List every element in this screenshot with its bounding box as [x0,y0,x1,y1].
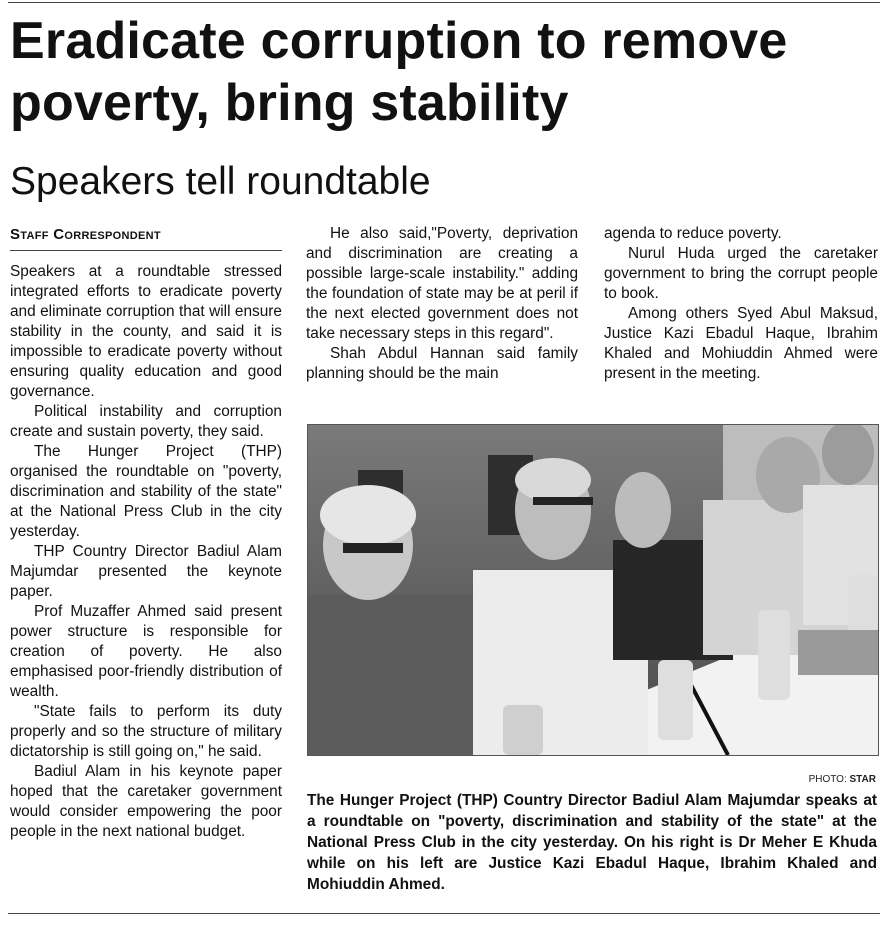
photo-illustration [308,425,878,755]
paragraph: Shah Abdul Hannan said family planning should be the main [306,345,578,382]
paragraph: The Hunger Project (THP) organised the roundtable on "poverty, discrimination and stability of the state" at the National Press Club in the city yesterday. [10,443,282,540]
paragraph: agenda to reduce poverty. [604,225,782,242]
photo-credit-source: STAR [849,774,876,785]
paragraph: "State fails to perform its duty properly and so the structure of military dictatorship is still going on," he said. [10,703,282,760]
photo-caption: The Hunger Project (THP) Country Director Badiul Alam Majumdar speaks at a roundtable on "poverty, discrimination and stability of the state" at the National Press Club in the city yesterday. On his right is Dr Meher E Khuda while on his left are Justice Kazi Ebadul Haque, Ibrahim Khaled and Mohiuddin Ahmed. [307,792,877,893]
paragraph: THP Country Director Badiul Alam Majumdar presented the keynote paper. [10,543,282,600]
article-column-3 [604,224,878,384]
paragraph: Badiul Alam in his keynote paper hoped that the caretaker government would consider empowering the poor people in the next national budget. [10,763,282,840]
paragraph: Prof Muzaffer Ahmed said present power structure is responsible for creation of poverty. He also emphasised poor-friendly distribution of wealth. [10,603,282,700]
paragraph: Nurul Huda urged the caretaker government to bring the corrupt people to book. [604,245,878,302]
article-column-1 [10,262,282,842]
bottom-rule [8,913,880,914]
headline: Eradicate corruption to remove poverty, bring stability [10,12,788,132]
byline [10,226,282,243]
byline-text: Staff Correspondent [10,226,161,243]
news-photo [307,424,879,756]
paragraph: Political instability and corruption create and sustain poverty, they said. [10,403,282,440]
article-column-2 [306,224,578,384]
paragraph: Among others Syed Abul Maksud, Justice Kazi Ebadul Haque, Ibrahim Khaled and Mohiuddin Ahmed were present in the meeting. [604,305,878,382]
byline-rule [10,250,282,251]
paragraph: Speakers at a roundtable stressed integrated efforts to eradicate poverty and eliminate corruption that will ensure stability in the county, and said it is impossible to eradicate poverty without ensuring quality education and good governance. [10,263,282,400]
top-rule [8,2,880,3]
photo-credit-label: PHOTO: [808,774,847,785]
subheadline: Speakers tell roundtable [10,160,431,203]
photo-credit [809,774,876,785]
paragraph: He also said,"Poverty, deprivation and discrimination are creating a possible large-scale instability." adding the foundation of state may be at peril if the next elected government does not take necessary steps in this regard". [306,225,578,342]
